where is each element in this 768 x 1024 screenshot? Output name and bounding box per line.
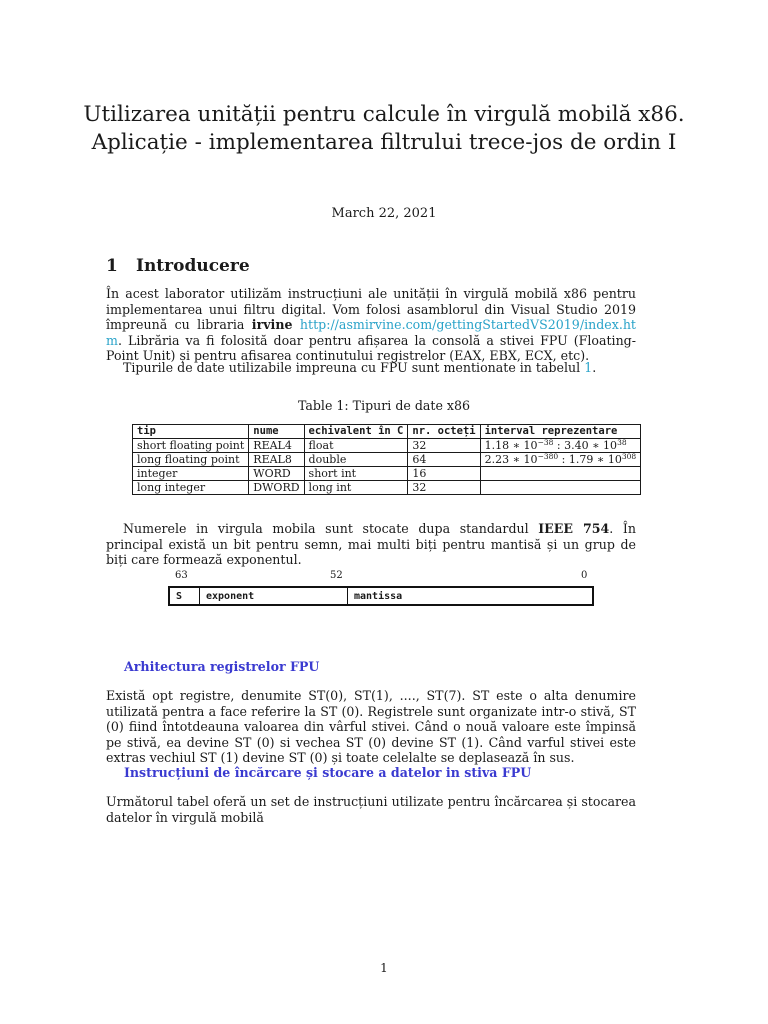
irvine-bold: irvine — [251, 317, 293, 333]
table-cell-range: 1.18 ∗ $10^{-38}$ : 3.40 ∗ $10^{38}$ — [480, 439, 641, 453]
bit-label-0: 0 — [581, 570, 588, 581]
intro-paragraph — [106, 286, 636, 364]
table-cell: WORD — [249, 467, 304, 481]
table-cell-range: 2.23 ∗ $10^{-380}$ : 1.79 ∗ $10^{308}$ — [480, 453, 641, 467]
table-cell: long integer — [133, 481, 249, 495]
table-header-row — [133, 425, 641, 439]
sign-field: S — [170, 588, 200, 604]
section-title: Introducere — [136, 256, 250, 276]
intro-text-b: . Librăria va fi folosită doar pentru afișarea la consolă a stivei FPU (Floating-Point Unit) și pentru afisarea continutului registrelor (EAX, EBX, ECX, etc). — [106, 332, 636, 364]
bit-label-52: 52 — [330, 570, 343, 581]
intro-text-a: În acest laborator utilizăm instrucțiuni ale unității în virgulă mobilă x86 pentru implementarea unui filtru digital. Vom folosi asamblorul din Visual Studio 2019 împreună cu libraria — [106, 286, 636, 333]
ieee-754-bold: IEEE 754 — [538, 521, 610, 536]
irvine-link[interactable]: http://asmirvine.com/gettingStartedVS2019/index.htm — [106, 317, 636, 348]
section-heading — [106, 256, 250, 276]
table-cell — [480, 467, 641, 481]
table-cell: double — [304, 453, 408, 467]
table-cell: 16 — [408, 467, 480, 481]
header-echivalent: echivalent în C — [304, 425, 408, 439]
bit-label-63: 63 — [175, 570, 188, 581]
subsection-load-store-title: Instrucțiuni de încărcare și stocare a datelor in stiva FPU — [124, 765, 532, 780]
data-types-table — [132, 424, 641, 495]
table-row — [133, 439, 641, 453]
table-cell: 32 — [408, 481, 480, 495]
table-cell: REAL8 — [249, 453, 304, 467]
table-cell: REAL4 — [249, 439, 304, 453]
double-precision-register-diagram — [168, 586, 594, 606]
title-line-2: Aplicație - implementarea filtrului trece-jos de ordin I — [91, 130, 677, 155]
table-cell — [480, 481, 641, 495]
table-reference-link[interactable]: 1 — [584, 360, 593, 375]
load-store-paragraph: Următorul tabel oferă un set de instrucțiuni utilizate pentru încărcarea și stocarea datelor în virgulă mobilă — [106, 794, 636, 825]
title-line-1: Utilizarea unității pentru calcule în virgulă mobilă x86. — [83, 102, 685, 127]
table-cell: 64 — [408, 453, 480, 467]
document-date: March 22, 2021 — [331, 206, 437, 221]
types-paragraph: Tipurile de date utilizabile impreuna cu FPU sunt mentionate in tabelul 1. — [123, 360, 597, 375]
header-nume: nume — [249, 425, 304, 439]
table-cell: float — [304, 439, 408, 453]
header-tip: tip — [133, 425, 249, 439]
header-interval: interval reprezentare — [480, 425, 641, 439]
table-cell: integer — [133, 467, 249, 481]
table-row — [133, 467, 641, 481]
register-bit-labels — [170, 570, 600, 582]
header-octeti: nr. octeți — [408, 425, 480, 439]
section-number: 1 — [106, 256, 118, 276]
types-text: Tipurile de date utilizabile impreuna cu FPU sunt mentionate in tabelul — [123, 360, 585, 375]
ieee-paragraph: Numerele in virgula mobila sunt stocate dupa standardul IEEE 754. În principal există un bit pentru semn, mai multi biți pentru mantisă și un grup de biți care formează exponentul. — [106, 521, 636, 568]
fpu-registers-paragraph: Există opt registre, denumite ST(0), ST(1), ...., ST(7). ST este o alta denumire utilizată pentra a face referire la ST (0). Registrele sunt organizate intr-o stivă, ST (0) fiind întotdeauna valoarea din vârful stivei. Când o nouă valoare este împinsă pe stivă, ea devine ST (0) si vechea ST (0) devine ST (1). Când varful stivei este extras vechiul ST (1) devine ST (0) și toate celelalte se deplasează în sus. — [106, 688, 636, 766]
table-cell: short int — [304, 467, 408, 481]
table-cell: long int — [304, 481, 408, 495]
mantissa-field: mantissa — [354, 591, 403, 602]
table-caption: Table 1: Tipuri de date x86 — [297, 398, 471, 413]
table-cell: 32 — [408, 439, 480, 453]
table-cell: DWORD — [249, 481, 304, 495]
subsection-fpu-registers-title: Arhitectura registrelor FPU — [124, 659, 320, 674]
table-cell: long floating point — [133, 453, 249, 467]
exponent-field: exponent — [200, 588, 348, 604]
table-row — [133, 453, 641, 467]
page-number: 1 — [380, 961, 388, 975]
table-row — [133, 481, 641, 495]
table-cell: short floating point — [133, 439, 249, 453]
